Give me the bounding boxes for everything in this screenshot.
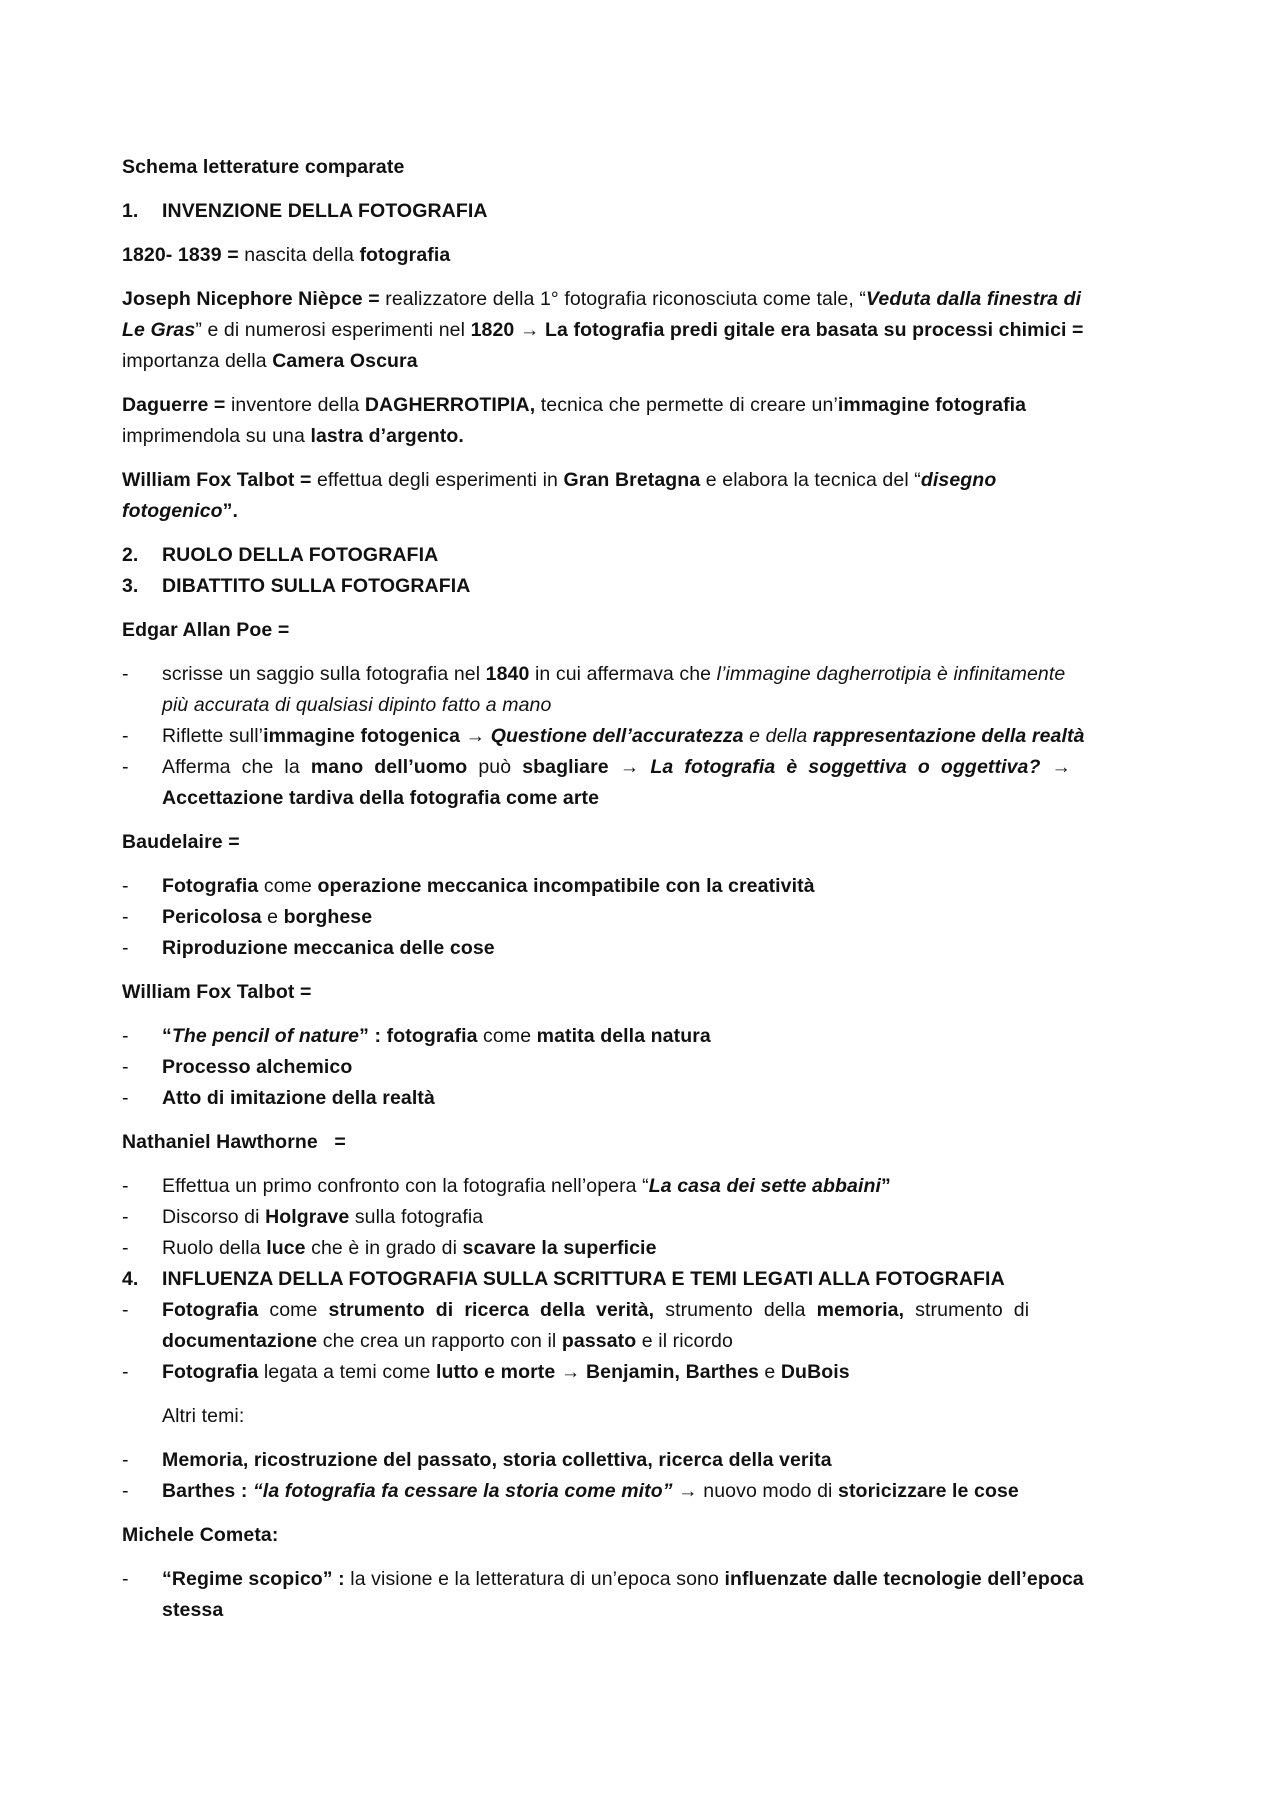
talbot-heading: William Fox Talbot = xyxy=(122,981,312,1003)
poe-bullet-3-line2: Accettazione tardiva della fotografia come arte xyxy=(162,787,600,809)
bullet-dash: - xyxy=(122,1175,129,1197)
bullet-dash: - xyxy=(122,1056,129,1078)
talbot-bullet-1: “The pencil of nature” : fotografia come matita della natura xyxy=(162,1025,711,1047)
bullet-dash: - xyxy=(122,1087,129,1109)
section-4-number: 4. xyxy=(122,1268,139,1290)
influence-bullet-2: Fotografia legata a temi come lutto e morte → Benjamin, Barthes e DuBois xyxy=(162,1361,850,1383)
paragraph-daguerre-line1: Daguerre = inventore della DAGHERROTIPIA, tecnica che permette di creare un’immagine fotografia xyxy=(122,394,1027,416)
section-2-number: 2. xyxy=(122,544,139,566)
baudelaire-bullet-3: Riproduzione meccanica delle cose xyxy=(162,937,495,959)
paragraph-talbot-line2: fotogenico”. xyxy=(122,500,239,522)
section-3-title: DIBATTITO SULLA FOTOGRAFIA xyxy=(162,575,471,597)
paragraph-dates: 1820- 1839 = nascita della fotografia xyxy=(122,244,451,266)
paragraph-niepce-line3: importanza della Camera Oscura xyxy=(122,350,418,372)
poe-bullet-1-line1: scrisse un saggio sulla fotografia nel 1840 in cui affermava che l’immagine dagherrotipia è infinitamente xyxy=(162,663,1066,685)
baudelaire-bullet-1: Fotografia come operazione meccanica incompatibile con la creatività xyxy=(162,875,815,897)
themes-bullet-1: Memoria, ricostruzione del passato, storia collettiva, ricerca della verita xyxy=(162,1449,832,1471)
cometa-bullet-1-line1: “Regime scopico” : la visione e la letteratura di un’epoca sono influenzate dalle tecnologie dell’epoca xyxy=(162,1568,1084,1590)
paragraph-talbot-line1: William Fox Talbot = effettua degli esperimenti in Gran Bretagna e elabora la tecnica del “disegno xyxy=(122,469,997,491)
cometa-bullet-1-line2: stessa xyxy=(162,1599,224,1621)
section-3-number: 3. xyxy=(122,575,139,597)
poe-heading: Edgar Allan Poe = xyxy=(122,619,290,641)
influence-bullet-1-line1: Fotografia come strumento di ricerca della verità, strumento della memoria, strumento di xyxy=(162,1299,1030,1321)
talbot-bullet-3: Atto di imitazione della realtà xyxy=(162,1087,435,1109)
influence-bullet-1-line2: documentazione che crea un rapporto con il passato e il ricordo xyxy=(162,1330,733,1352)
baudelaire-heading: Baudelaire = xyxy=(122,831,240,853)
poe-bullet-2: Riflette sull’immagine fotogenica → Questione dell’accuratezza e della rappresentazione della realtà xyxy=(162,725,1085,747)
bullet-dash: - xyxy=(122,937,129,959)
document-title: Schema letterature comparate xyxy=(122,156,405,178)
cometa-heading: Michele Cometa: xyxy=(122,1524,279,1546)
paragraph-niepce-line2: Le Gras” e di numerosi esperimenti nel 1820 → La fotografia predi gitale era basata su processi chimici = xyxy=(122,319,1084,341)
bullet-dash: - xyxy=(122,1025,129,1047)
poe-bullet-3-line1: Afferma che la mano dell’uomo può sbagliare → La fotografia è soggettiva o oggettiva? → xyxy=(162,756,1072,778)
hawthorne-heading: Nathaniel Hawthorne = xyxy=(122,1131,346,1153)
bullet-dash: - xyxy=(122,1299,129,1321)
bullet-dash: - xyxy=(122,1206,129,1228)
section-1-number: 1. xyxy=(122,200,139,222)
paragraph-niepce-line1: Joseph Nicephore Nièpce = realizzatore della 1° fotografia riconosciuta come tale, “Veduta dalla finestra di xyxy=(122,288,1082,310)
hawthorne-bullet-2: Discorso di Holgrave sulla fotografia xyxy=(162,1206,484,1228)
hawthorne-bullet-1: Effettua un primo confronto con la fotografia nell’opera “La casa dei sette abbaini” xyxy=(162,1175,891,1197)
bullet-dash: - xyxy=(122,756,129,778)
bullet-dash: - xyxy=(122,1361,129,1383)
hawthorne-bullet-3: Ruolo della luce che è in grado di scavare la superficie xyxy=(162,1237,657,1259)
bullet-dash: - xyxy=(122,1568,129,1590)
bullet-dash: - xyxy=(122,1449,129,1471)
baudelaire-bullet-2: Pericolosa e borghese xyxy=(162,906,373,928)
other-themes-label: Altri temi: xyxy=(162,1405,245,1427)
bullet-dash: - xyxy=(122,875,129,897)
bullet-dash: - xyxy=(122,906,129,928)
talbot-bullet-2: Processo alchemico xyxy=(162,1056,353,1078)
section-4-title: INFLUENZA DELLA FOTOGRAFIA SULLA SCRITTURA E TEMI LEGATI ALLA FOTOGRAFIA xyxy=(162,1268,1005,1290)
poe-bullet-1-line2: più accurata di qualsiasi dipinto fatto a mano xyxy=(162,694,552,716)
bullet-dash: - xyxy=(122,663,129,685)
bullet-dash: - xyxy=(122,1480,129,1502)
section-1-title: INVENZIONE DELLA FOTOGRAFIA xyxy=(162,200,488,222)
bullet-dash: - xyxy=(122,1237,129,1259)
bullet-dash: - xyxy=(122,725,129,747)
section-2-title: RUOLO DELLA FOTOGRAFIA xyxy=(162,544,439,566)
themes-bullet-2: Barthes : “la fotografia fa cessare la storia come mito” → nuovo modo di storicizzare le cose xyxy=(162,1480,1019,1502)
paragraph-daguerre-line2: imprimendola su una lastra d’argento. xyxy=(122,425,464,447)
